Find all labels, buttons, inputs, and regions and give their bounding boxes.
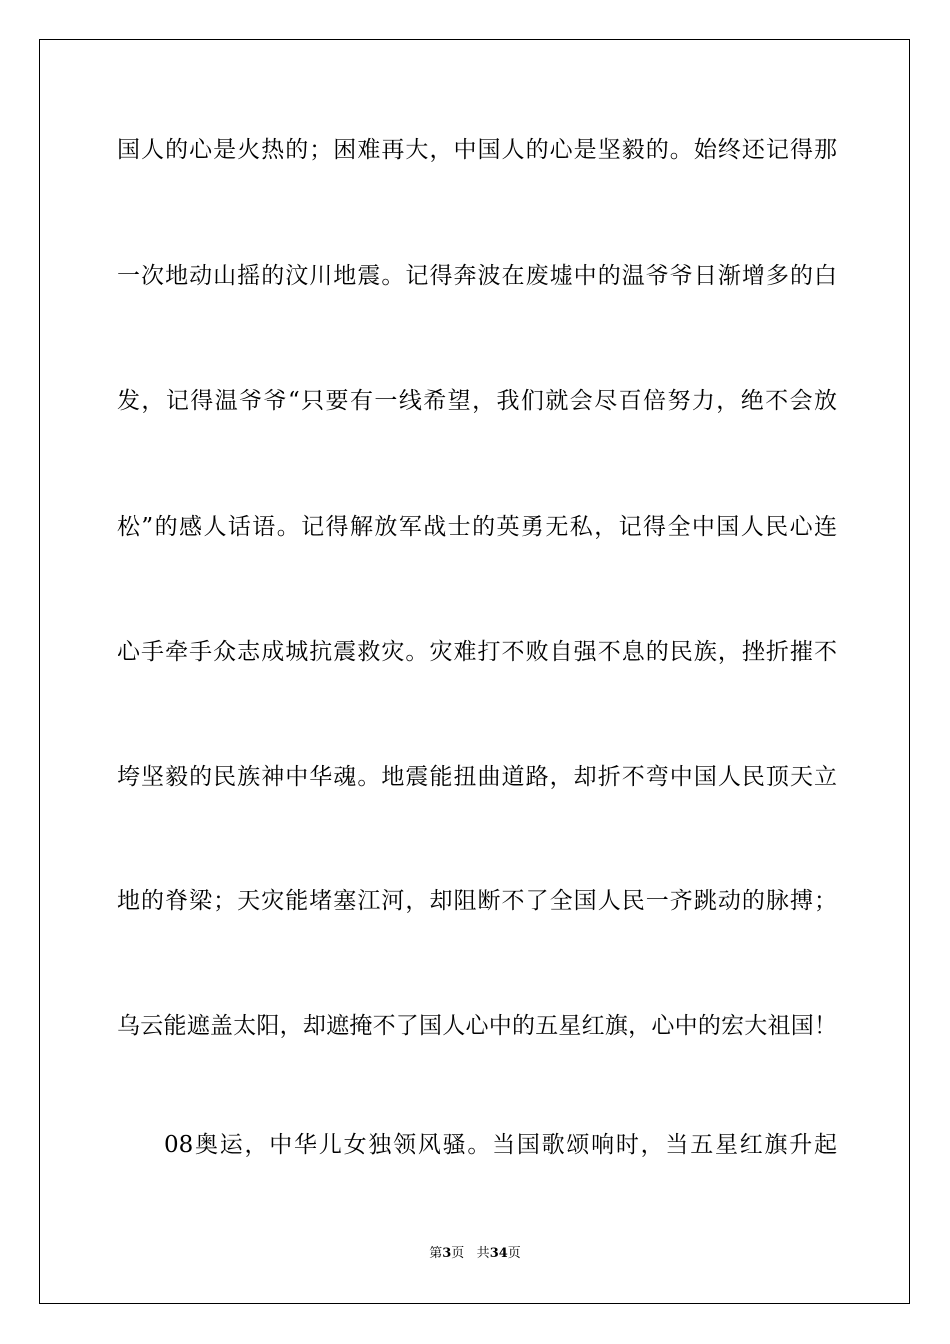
footer-page-number: 3 [442, 1246, 452, 1261]
body-line-7: 地的脊梁；天灾能堵塞江河，却阻断不了全国人民一齐跳动的脉搏； [117, 888, 837, 914]
footer-total-number: 34 [489, 1246, 508, 1261]
body-line-4: 松”的感人话语。记得解放军战士的英勇无私，记得全中国人民心连 [117, 514, 837, 540]
page-footer [0, 1245, 950, 1263]
body-line-3: 发，记得温爷爷“只要有一线希望，我们就会尽百倍努力，绝不会放 [117, 388, 837, 414]
body-line-5: 心手牵手众志成城抗震救灾。灾难打不败自强不息的民族，挫折摧不 [117, 639, 837, 665]
body-line-8: 乌云能遮盖太阳，却遮掩不了国人心中的五星红旗，心中的宏大祖国！ [117, 1013, 837, 1039]
footer-gap [464, 1246, 476, 1261]
page-border [39, 39, 910, 1304]
footer-page-suffix: 页 [451, 1246, 465, 1261]
body-line-2: 一次地动山摇的汶川地震。记得奔波在废墟中的温爷爷日渐增多的白 [117, 263, 837, 289]
body-line-1: 国人的心是火热的；困难再大，中国人的心是坚毅的。始终还记得那 [117, 137, 837, 163]
footer-total-suffix: 页 [507, 1246, 521, 1261]
footer-page-prefix: 第 [429, 1246, 443, 1261]
body-line-6: 垮坚毅的民族神中华魂。地震能扭曲道路，却折不弯中国人民顶天立 [117, 764, 837, 790]
footer-total-prefix: 共 [476, 1246, 490, 1261]
paragraph-first-line: 08奥运，中华儿女独领风骚。当国歌颂响时，当五星红旗升起 [164, 1132, 837, 1158]
